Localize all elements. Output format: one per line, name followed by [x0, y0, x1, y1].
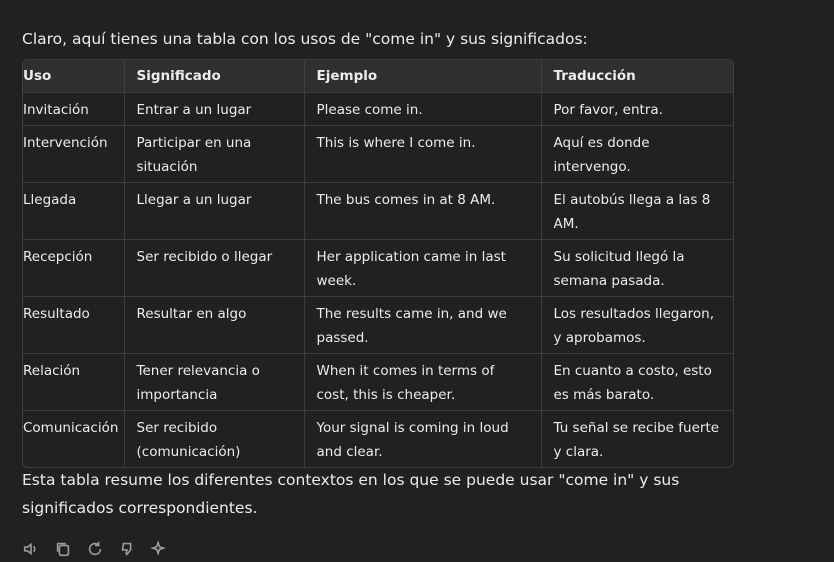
- table-row: [23, 354, 733, 411]
- cell-traduccion: Por favor, entra.: [541, 93, 733, 126]
- cell-significado: Resultar en algo: [124, 297, 304, 354]
- cell-traduccion: Los resultados llegaron, y aprobamos.: [541, 297, 733, 354]
- cell-traduccion: Aquí es donde intervengo.: [541, 126, 733, 183]
- cell-traduccion: En cuanto a costo, esto es más barato.: [541, 354, 733, 411]
- cell-significado: Ser recibido o llegar: [124, 240, 304, 297]
- cell-uso: Comunicación: [23, 411, 124, 468]
- thumbs-down-icon[interactable]: [118, 540, 138, 560]
- table-header-row: [23, 60, 733, 93]
- regenerate-icon[interactable]: [86, 540, 106, 560]
- table-row: [23, 297, 733, 354]
- cell-uso: Resultado: [23, 297, 124, 354]
- sparkle-icon[interactable]: [150, 540, 170, 560]
- cell-uso: Intervención: [23, 126, 124, 183]
- copy-icon[interactable]: [54, 540, 74, 560]
- cell-significado: Llegar a un lugar: [124, 183, 304, 240]
- cell-ejemplo: This is where I come in.: [304, 126, 541, 183]
- message-actions: [22, 540, 170, 560]
- cell-ejemplo: Please come in.: [304, 93, 541, 126]
- cell-significado: Tener relevancia o importancia: [124, 354, 304, 411]
- message-intro: Claro, aquí tienes una tabla con los usos de "come in" y sus significados:: [22, 30, 588, 48]
- cell-traduccion: Su solicitud llegó la semana pasada.: [541, 240, 733, 297]
- cell-significado: Participar en una situación: [124, 126, 304, 183]
- cell-ejemplo: Her application came in last week.: [304, 240, 541, 297]
- header-uso: Uso: [23, 60, 124, 93]
- cell-uso: Invitación: [23, 93, 124, 126]
- table-row: [23, 183, 733, 240]
- cell-uso: Llegada: [23, 183, 124, 240]
- cell-traduccion: El autobús llega a las 8 AM.: [541, 183, 733, 240]
- cell-ejemplo: The results came in, and we passed.: [304, 297, 541, 354]
- cell-traduccion: Tu señal se recibe fuerte y clara.: [553, 420, 720, 460]
- table-row: [23, 240, 733, 297]
- cell-uso: Relación: [23, 354, 124, 411]
- cell-significado: Ser recibido (comunicación): [124, 411, 304, 468]
- table-row: [23, 411, 733, 468]
- header-ejemplo: Ejemplo: [304, 60, 541, 93]
- table-row: [23, 93, 733, 126]
- cell-significado: Entrar a un lugar: [124, 93, 304, 126]
- usage-table: [22, 59, 734, 468]
- speaker-icon[interactable]: [22, 540, 42, 560]
- header-significado: Significado: [124, 60, 304, 93]
- cell-uso: Recepción: [23, 240, 124, 297]
- table-row: [23, 126, 733, 183]
- usage-table-grid: [23, 60, 733, 467]
- cell-ejemplo: Your signal is coming in loud and clear.: [304, 411, 541, 468]
- header-traduccion: Traducción: [541, 60, 733, 93]
- message-outro: Esta tabla resume los diferentes contextos en los que se puede usar "come in" y sus significados correspondientes.: [22, 471, 680, 517]
- cell-ejemplo: The bus comes in at 8 AM.: [304, 183, 541, 240]
- cell-ejemplo: When it comes in terms of cost, this is cheaper.: [304, 354, 541, 411]
